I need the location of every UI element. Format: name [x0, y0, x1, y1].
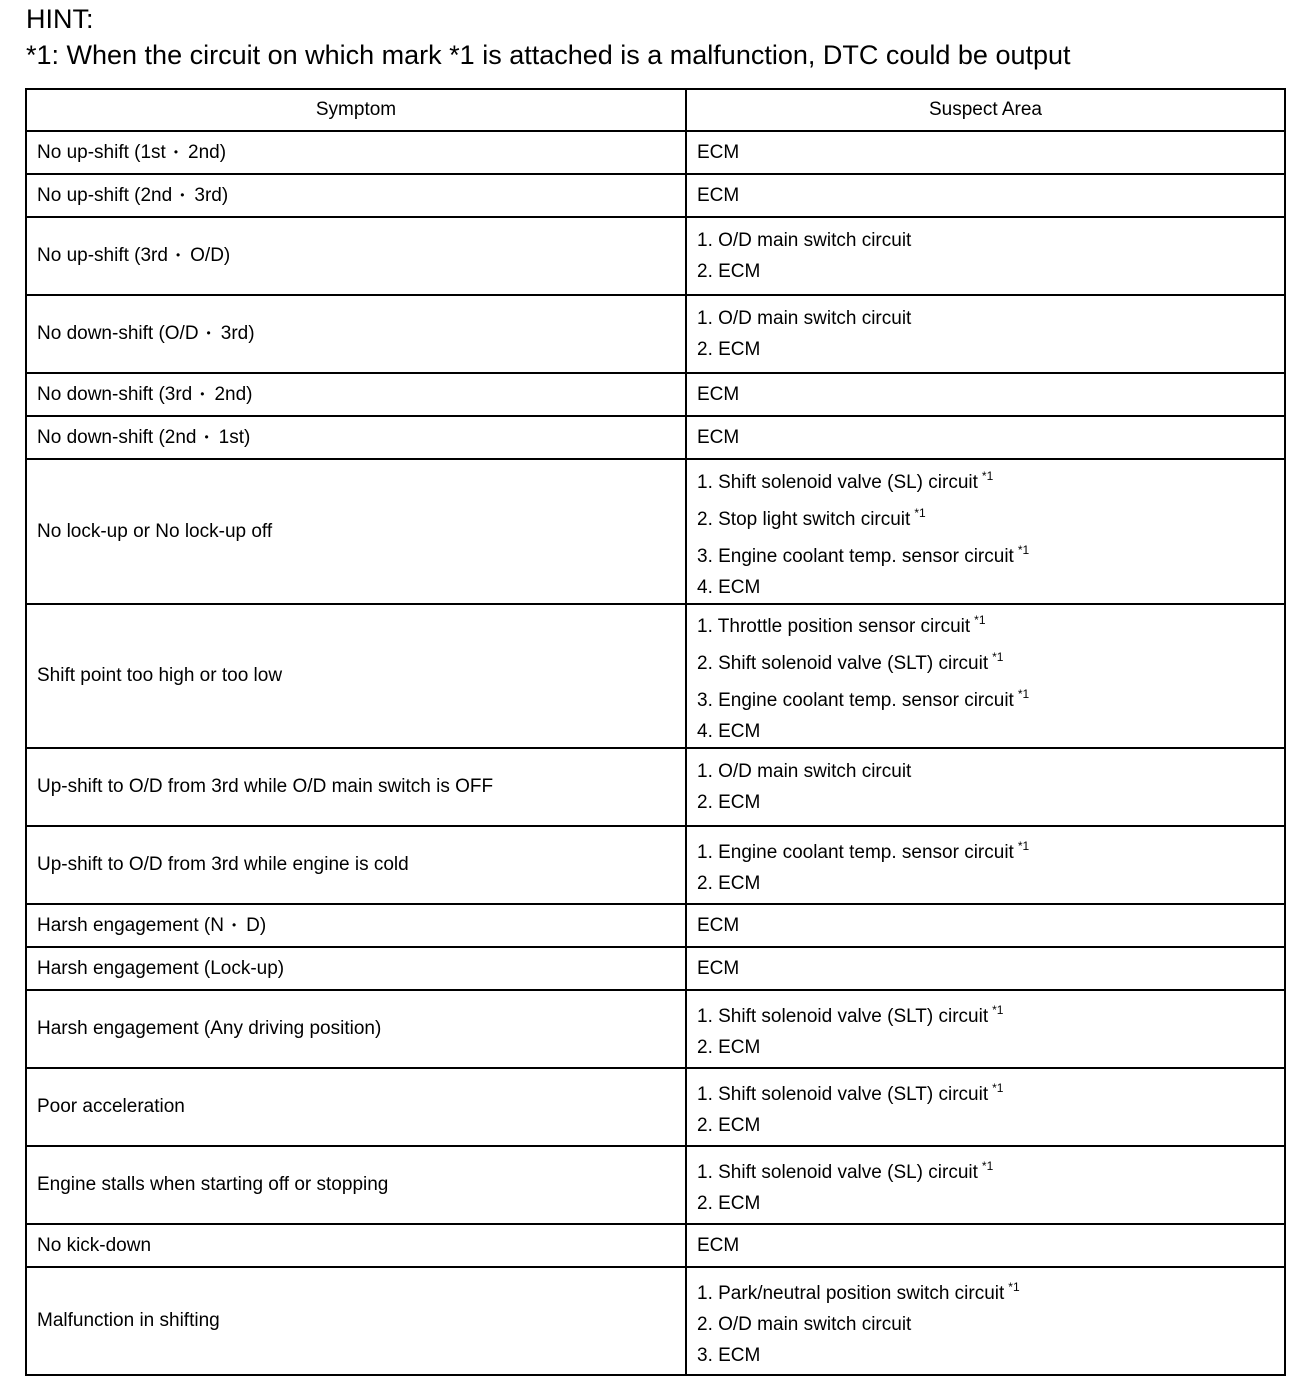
- suspect-area-list: [697, 605, 1274, 747]
- suspect-area-list: [697, 910, 1274, 941]
- symptom-cell: [26, 748, 686, 826]
- suspect-area-cell: [686, 904, 1285, 947]
- symptom-text: O/D): [190, 245, 231, 266]
- table-row: [26, 990, 1285, 1068]
- suspect-area-list: [697, 422, 1274, 453]
- suspect-area-list: [697, 1151, 1274, 1219]
- suspect-area-cell: [686, 174, 1285, 217]
- suspect-area-cell: [686, 748, 1285, 826]
- suspect-area-text: 2. O/D main switch circuit: [697, 1313, 912, 1335]
- suspect-area-text: 2. ECM: [697, 1193, 761, 1214]
- table-row: [26, 826, 1285, 904]
- symptom-text: No down-shift (2nd: [37, 426, 197, 448]
- suspect-area-cell: [686, 131, 1285, 174]
- suspect-area-cell: [686, 217, 1285, 295]
- symptom-text: Malfunction in shifting: [37, 1310, 220, 1331]
- suspect-area-list: [697, 1230, 1274, 1261]
- suspect-area-item: [697, 910, 1274, 941]
- suspect-area-list: [697, 461, 1274, 603]
- symptom-cell: [26, 1267, 686, 1375]
- suspect-area-item: [697, 334, 1274, 365]
- suspect-area-list: [697, 995, 1274, 1063]
- arrow-icon: •: [180, 187, 185, 202]
- symptom-text: Harsh engagement (Any driving position): [37, 1018, 382, 1039]
- table-row: [26, 947, 1285, 990]
- arrow-icon: •: [204, 429, 209, 444]
- suspect-area-item: [697, 256, 1274, 287]
- suspect-area-text: 1. O/D main switch circuit: [697, 308, 912, 329]
- suspect-area-text: ECM: [697, 915, 740, 936]
- suspect-area-text: 1. O/D main switch circuit: [697, 761, 912, 782]
- suspect-area-cell: [686, 459, 1285, 604]
- symptom-cell: [26, 459, 686, 604]
- table-row: [26, 174, 1285, 217]
- suspect-area-cell: [686, 1267, 1285, 1375]
- suspect-area-text: 1. O/D main switch circuit: [697, 230, 912, 251]
- suspect-area-item: [697, 1272, 1274, 1309]
- dtc-mark: *1: [981, 1159, 994, 1173]
- hint-note: *1: When the circuit on which mark *1 is attached is a malfunction, DTC could be output: [26, 40, 1071, 70]
- suspect-area-text: 4. ECM: [697, 576, 761, 598]
- suspect-area-item: [697, 605, 1274, 642]
- symptom-text: No lock-up or No lock-up off: [37, 520, 273, 542]
- symptom-cell: [26, 947, 686, 990]
- suspect-area-list: [697, 1272, 1274, 1371]
- symptom-cell: [26, 217, 686, 295]
- suspect-area-item: [697, 1188, 1274, 1219]
- hint-title: HINT:: [26, 4, 94, 34]
- suspect-area-text: 4. ECM: [697, 721, 761, 742]
- symptom-cell: [26, 1224, 686, 1267]
- suspect-area-list: [697, 225, 1274, 287]
- symptom-cell: [26, 373, 686, 416]
- symptom-text: No up-shift (2nd: [37, 184, 173, 206]
- suspect-area-item: [697, 379, 1274, 410]
- symptom-text: Harsh engagement (Lock-up): [37, 957, 285, 979]
- symptom-text: No up-shift (3rd: [37, 245, 168, 266]
- suspect-area-text: 3. Engine coolant temp. sensor circuit: [697, 545, 1014, 567]
- suspect-area-list: [697, 303, 1274, 365]
- suspect-area-item: [697, 422, 1274, 453]
- symptom-text: No kick-down: [37, 1234, 152, 1256]
- suspect-area-column-header: Suspect Area: [686, 89, 1285, 131]
- symptom-text: Up-shift to O/D from 3rd while engine is cold: [37, 854, 409, 875]
- table-row: [26, 748, 1285, 826]
- suspect-area-text: 2. ECM: [697, 261, 761, 282]
- suspect-area-text: ECM: [697, 427, 740, 448]
- dtc-mark: *1: [1017, 542, 1030, 557]
- table-row: [26, 1146, 1285, 1224]
- suspect-area-item: [697, 225, 1274, 256]
- symptom-text: 2nd): [188, 141, 227, 163]
- suspect-area-text: ECM: [697, 958, 740, 979]
- symptom-text: 2nd): [214, 383, 253, 405]
- suspect-area-item: [697, 498, 1274, 535]
- suspect-area-item: [697, 303, 1274, 334]
- suspect-area-text: ECM: [697, 1235, 740, 1256]
- suspect-area-cell: [686, 1146, 1285, 1224]
- symptom-cell: [26, 604, 686, 748]
- arrow-icon: •: [173, 144, 179, 159]
- suspect-area-cell: [686, 416, 1285, 459]
- arrow-icon: •: [231, 917, 237, 932]
- suspect-area-item: [697, 642, 1274, 679]
- dtc-mark: *1: [981, 468, 994, 483]
- symptom-cell: [26, 904, 686, 947]
- table-row: [26, 459, 1285, 604]
- suspect-area-text: ECM: [697, 185, 740, 206]
- symptom-text: No up-shift (1st: [37, 141, 166, 163]
- suspect-area-item: [697, 1309, 1274, 1340]
- symptom-cell: [26, 990, 686, 1068]
- suspect-area-item: [697, 1340, 1274, 1371]
- suspect-area-list: [697, 756, 1274, 818]
- suspect-area-item: [697, 572, 1274, 603]
- suspect-area-list: [697, 379, 1274, 410]
- symptom-text: 1st): [218, 426, 251, 448]
- suspect-area-cell: [686, 1068, 1285, 1146]
- table-row: [26, 131, 1285, 174]
- table-header-row: [26, 89, 1285, 131]
- symptom-cell: [26, 1146, 686, 1224]
- suspect-area-cell: [686, 604, 1285, 748]
- suspect-area-text: 1. Park/neutral position switch circuit: [697, 1282, 1005, 1304]
- table-row: [26, 217, 1285, 295]
- hint-block: [26, 2, 1296, 72]
- dtc-mark: *1: [992, 1003, 1004, 1017]
- symptom-text: No down-shift (3rd: [37, 383, 193, 405]
- suspect-area-cell: [686, 373, 1285, 416]
- suspect-area-text: ECM: [697, 384, 740, 405]
- suspect-area-item: [697, 756, 1274, 787]
- suspect-area-text: 1. Shift solenoid valve (SL) circuit: [697, 1162, 978, 1183]
- table-body: [26, 131, 1285, 1375]
- suspect-area-list: [697, 137, 1274, 168]
- suspect-area-text: 3. Engine coolant temp. sensor circuit: [697, 690, 1014, 711]
- suspect-area-item: [697, 1110, 1274, 1141]
- symptom-text: Harsh engagement (N: [37, 914, 224, 936]
- suspect-area-item: [697, 1073, 1274, 1110]
- suspect-area-item: [697, 1151, 1274, 1188]
- arrow-icon: •: [206, 326, 211, 340]
- dtc-mark: *1: [1017, 687, 1030, 701]
- symptom-cell: [26, 1068, 686, 1146]
- table-row: [26, 904, 1285, 947]
- suspect-area-item: [697, 787, 1274, 818]
- suspect-area-item: [697, 461, 1274, 498]
- symptom-text: No down-shift (O/D: [37, 323, 199, 344]
- table-row: [26, 1068, 1285, 1146]
- suspect-area-item: [697, 995, 1274, 1032]
- suspect-area-text: 3. ECM: [697, 1344, 761, 1366]
- suspect-area-text: 2. ECM: [697, 873, 761, 894]
- table-row: [26, 295, 1285, 373]
- suspect-area-item: [697, 1032, 1274, 1063]
- suspect-area-list: [697, 180, 1274, 211]
- table-row: [26, 416, 1285, 459]
- suspect-area-text: ECM: [697, 142, 740, 163]
- suspect-area-item: [697, 1230, 1274, 1261]
- suspect-area-text: 2. Stop light switch circuit: [697, 508, 911, 530]
- suspect-area-cell: [686, 1224, 1285, 1267]
- arrow-icon: •: [175, 248, 181, 262]
- suspect-area-list: [697, 831, 1274, 899]
- suspect-area-text: 1. Shift solenoid valve (SL) circuit: [697, 471, 978, 493]
- dtc-mark: *1: [1017, 839, 1030, 853]
- symptom-text: Shift point too high or too low: [37, 665, 283, 686]
- suspect-area-text: 2. ECM: [697, 1115, 761, 1136]
- suspect-area-text: 2. ECM: [697, 792, 761, 813]
- suspect-area-item: [697, 180, 1274, 211]
- dtc-mark: *1: [914, 505, 926, 520]
- suspect-area-item: [697, 679, 1274, 716]
- suspect-area-item: [697, 868, 1274, 899]
- dtc-mark: *1: [1008, 1279, 1020, 1294]
- suspect-area-item: [697, 137, 1274, 168]
- symptom-text: D): [246, 914, 267, 936]
- symptom-cell: [26, 826, 686, 904]
- suspect-area-cell: [686, 826, 1285, 904]
- suspect-area-list: [697, 1073, 1274, 1141]
- symptom-text: 3rd): [220, 323, 255, 344]
- symptom-text: Poor acceleration: [37, 1096, 185, 1117]
- suspect-area-item: [697, 953, 1274, 984]
- dtc-mark: *1: [992, 650, 1004, 664]
- symptom-cell: [26, 174, 686, 217]
- dtc-mark: *1: [974, 613, 986, 627]
- suspect-area-list: [697, 953, 1274, 984]
- symptom-text: Up-shift to O/D from 3rd while O/D main switch is OFF: [37, 776, 494, 797]
- symptom-cell: [26, 131, 686, 174]
- suspect-area-text: 1. Shift solenoid valve (SLT) circuit: [697, 1006, 989, 1027]
- table-row: [26, 373, 1285, 416]
- suspect-area-item: [697, 831, 1274, 868]
- symptom-cell: [26, 416, 686, 459]
- suspect-area-text: 1. Engine coolant temp. sensor circuit: [697, 842, 1014, 863]
- table-row: [26, 1224, 1285, 1267]
- dtc-mark: *1: [992, 1081, 1004, 1095]
- suspect-area-text: 2. Shift solenoid valve (SLT) circuit: [697, 653, 989, 674]
- suspect-area-cell: [686, 947, 1285, 990]
- symptom-column-header: Symptom: [26, 89, 686, 131]
- suspect-area-item: [697, 716, 1274, 747]
- suspect-area-cell: [686, 295, 1285, 373]
- symptom-cell: [26, 295, 686, 373]
- suspect-area-text: 1. Shift solenoid valve (SLT) circuit: [697, 1084, 989, 1105]
- symptom-text: 3rd): [194, 184, 229, 206]
- suspect-area-item: [697, 535, 1274, 572]
- table-row: [26, 1267, 1285, 1375]
- symptom-text: Engine stalls when starting off or stopping: [37, 1174, 389, 1195]
- suspect-area-text: 1. Throttle position sensor circuit: [697, 616, 971, 637]
- arrow-icon: •: [200, 386, 205, 401]
- symptom-table: [25, 88, 1286, 1376]
- table-row: [26, 604, 1285, 748]
- suspect-area-text: 2. ECM: [697, 1037, 761, 1058]
- suspect-area-text: 2. ECM: [697, 339, 761, 360]
- suspect-area-cell: [686, 990, 1285, 1068]
